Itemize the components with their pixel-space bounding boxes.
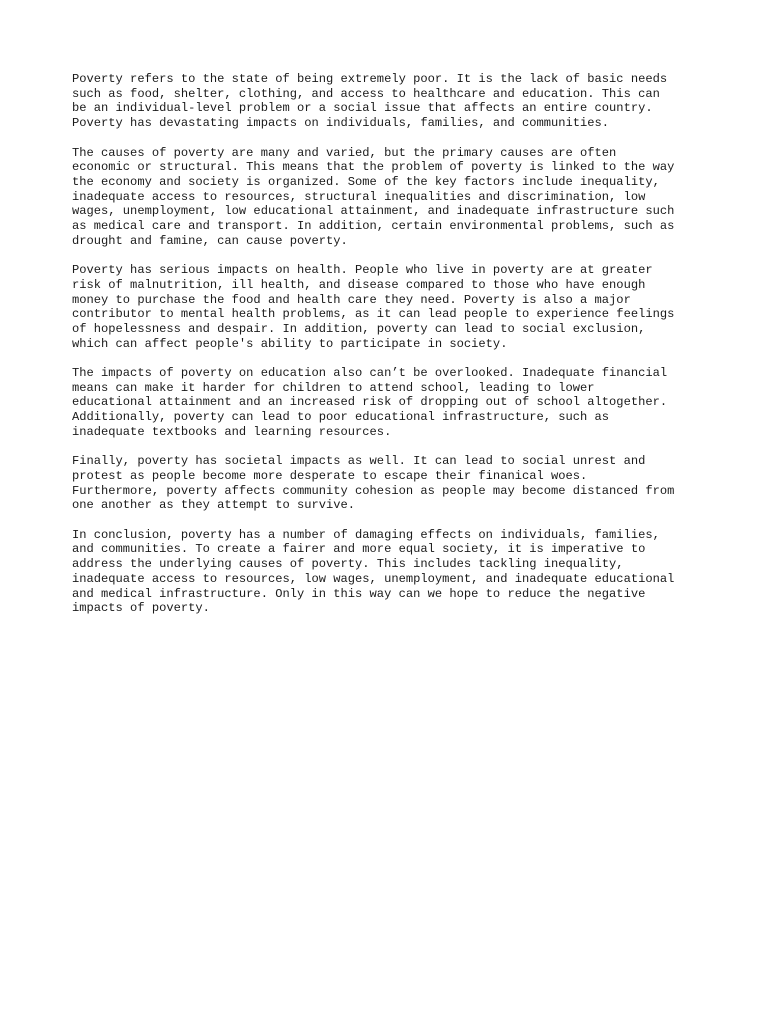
paragraph-societal: Finally, poverty has societal impacts as well. It can lead to social unrest and protest as people become more desperate to escape their finanical woes. Furthermore, poverty affects community cohesion as people may become distanced from one another as they attempt to survive. xyxy=(72,454,675,513)
paragraph-causes: The causes of poverty are many and varied, but the primary causes are often economic or structural. This means that the problem of poverty is linked to the way the economy and society is organized. Some of the key factors include inequality, inadequate access to resources, structural inequalities and discrimination, low wages, unemployment, low educational attainment, and inadequate infrastructure such as medical care and transport. In addition, certain environmental problems, such as drought and famine, can cause poverty. xyxy=(72,145,675,248)
document-page xyxy=(72,72,712,631)
paragraph-conclusion: In conclusion, poverty has a number of damaging effects on individuals, families, and communities. To create a fairer and more equal society, it is imperative to address the underlying causes of poverty. This includes tackling inequality, inadequate access to resources, low wages, unemployment, and inadequate educational and medical infrastructure. Only in this way can we hope to reduce the negative impacts of poverty. xyxy=(72,527,675,616)
paragraph-education: The impacts of poverty on education also can’t be overlooked. Inadequate financial means can make it harder for children to attend school, leading to lower educational attainment and an increased risk of dropping out of school altogether. Additionally, poverty can lead to poor educational infrastructure, such as inadequate textbooks and learning resources. xyxy=(72,366,668,439)
paragraph-health: Poverty has serious impacts on health. People who live in poverty are at greater risk of malnutrition, ill health, and disease compared to those who have enough money to purchase the food and health care they need. Poverty is also a major contributor to mental health problems, as it can lead people to experience feelings of hopelessness and despair. In addition, poverty can lead to social exclusion, which can affect people's ability to participate in society. xyxy=(72,263,675,351)
paragraph-definition: Poverty refers to the state of being extremely poor. It is the lack of basic needs such as food, shelter, clothing, and access to healthcare and education. This can be an individual-level problem or a social issue that affects an entire country. Poverty has devastating impacts on individuals, families, and communities. xyxy=(72,72,668,131)
